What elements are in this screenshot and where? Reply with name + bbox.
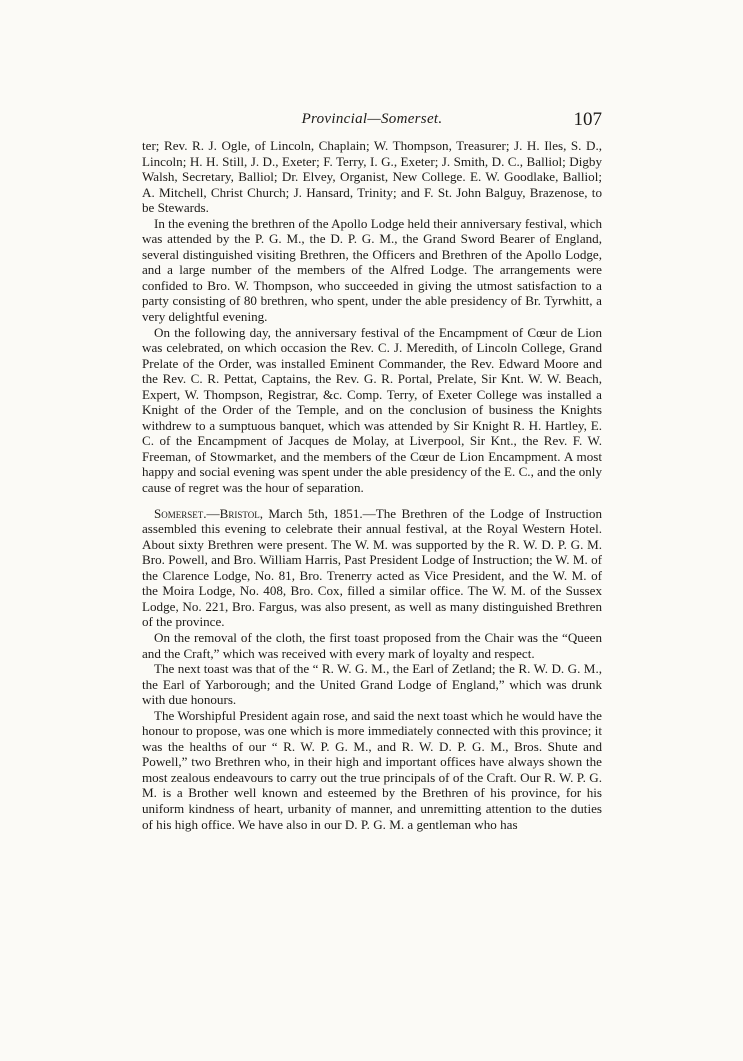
running-head: [142, 109, 602, 133]
paragraph-president-toast: The Worshipful President again rose, and said the next toast which he would have the honour to propose, was one which is more immediately connected with this province; it was the healths of our “ R. W. P. G. M., and R. W. D. P. G. M., Bros. Shute and Powell,” two Brethren who, in their high and important offices have always shown the most zealous endeavours to carry out the true principals of of the Craft. Our R. W. P. G. M. is a Brother well known and esteemed by the Brethren of his province, for his uniform kindness of heart, urbanity of manner, and unremitting attention to the duties of his high office. We have also in our D. P. G. M. a gentleman who has: [142, 707, 602, 832]
paragraph-somerset-bristol: Somerset.—Bristol, March 5th, 1851.—The Brethren of the Lodge of Instruction assembled this evening to celebrate their annual festival, at the Royal Western Hotel. About sixty Brethren were present. The W. M. was supported by the R. W. D. P. G. M. Bro. Powell, and Bro. William Harris, Past President Lodge of Instruction; the W. M. of the Clarence Lodge, No. 81, Bro. Trenerry acted as Vice President, and the W. M. of the Moira Lodge, No. 408, Bro. Cox, filled a similar office. The W. M. of the Sussex Lodge, No. 221, Bro. Fargus, was also present, as well as many distinguished Brethren of the province.: [142, 505, 602, 630]
paragraph-stewards-list: ter; Rev. R. J. Ogle, of Lincoln, Chaplain; W. Thompson, Treasurer; J. H. Iles, S. D., Lincoln; H. H. Still, J. D., Exeter; F. Terry, I. G., Exeter; J. Smith, D. C., Balliol; Digby Walsh, Secretary, Balliol; Dr. Elvey, Organist, New College. E. W. Goodlake, Balliol; A. Mitchell, Christ Church; J. Hansard, Trinity; and F. St. John Balguy, Brazenose, to be Stewards.: [142, 138, 602, 216]
section-heading: Somerset.—Bristol,: [154, 505, 263, 521]
body-text: [142, 138, 602, 832]
paragraph-first-toast: On the removal of the cloth, the first toast proposed from the Chair was the “Queen and the Craft,” which was received with every mark of loyalty and respect.: [142, 629, 602, 661]
running-title: Provincial—Somerset.: [301, 111, 443, 127]
paragraph-coeur-de-lion-encampment: On the following day, the anniversary festival of the Encampment of Cœur de Lion was celebrated, on which occasion the Rev. C. J. Meredith, of Lincoln College, Grand Prelate of the Order, was installed Eminent Commander, the Rev. Edward Moore and the Rev. C. R. Pettat, Captains, the Rev. G. R. Portal, Prelate, Sir Knt. W. W. Beach, Expert, W. Thompson, Registrar, &c. Comp. Terry, of Exeter College was installed a Knight of the Order of the Temple, and on the conclusion of business the Knights withdrew to a sumptuous banquet, which was attended by Sir Knight R. H. Hartley, E. C. of the Encampment of Jacques de Molay, at Liverpool, Sir Knt., the Rev. F. W. Freeman, of Stowmarket, and the members of the Cœur de Lion Encampment. A most happy and social evening was spent under the able presidency of the E. C., and the only cause of regret was the hour of separation.: [142, 324, 602, 496]
paragraph-apollo-lodge-festival: In the evening the brethren of the Apollo Lodge held their anniversary festival, which was attended by the P. G. M., the D. P. G. M., the Grand Sword Bearer of England, several distinguished visiting Brethren, the Officers and Brethren of the Apollo Lodge, and a large number of the members of the Alfred Lodge. The arrangements were confided to Bro. W. Thompson, who succeeded in giving the utmost satisfaction to a party consisting of 80 brethren, who spent, under the able presidency of Br. Tyrwhitt, a very delightful evening.: [142, 215, 602, 325]
paragraph-next-toast: The next toast was that of the “ R. W. G. M., the Earl of Zetland; the R. W. D. G. M., the Earl of Yarborough; and the United Grand Lodge of England,” which was drunk with due honours.: [142, 661, 602, 708]
page-number: 107: [573, 109, 602, 130]
